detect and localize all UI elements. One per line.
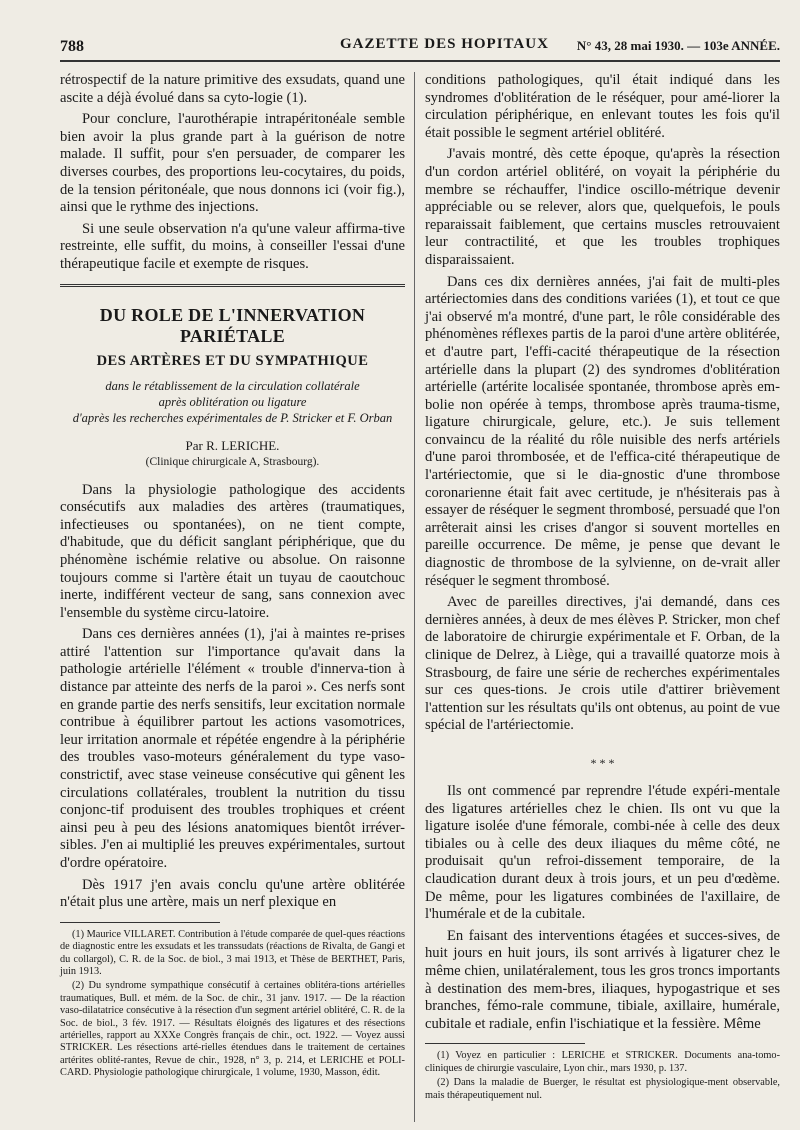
footnote-rule (425, 1043, 585, 1044)
article-subtitle-line: d'après les recherches expérimentales de P. Stricker et F. Orban (72, 410, 393, 425)
paragraph: rétrospectif de la nature primitive des exsudats, quand une ascite a déjà évolué dans sa cyto-logie (1). (60, 72, 405, 106)
author-affiliation: (Clinique chirurgicale A, Strasbourg). (145, 455, 320, 468)
article-subtitle-line: dans le rétablissement de la circulation collatérale (105, 378, 360, 393)
paragraph: Dans la physiologie pathologique des accidents consécutifs aux maladies des artères (traumatiques, infectieuses ou spontanées), on ne tient compte, d'habitude, que du déficit sanglant périphérique, que du phénomène ischémie relative ou absolue. On raisonne toujours comme si l'artère était un tuyau de caoutchouc inerte, indifférent vecteur de sang, sans connexion avec l'ensemble du système circu-latoire. (60, 481, 405, 621)
article-title: DU ROLE DE L'INNERVATION PARIÉTALE (99, 304, 366, 346)
issue-info: N° 43, 28 mai 1930. — 103e ANNÉE. (576, 38, 780, 53)
page-number: 788 (60, 38, 84, 55)
paragraph: Pour conclure, l'aurothérapie intrapéritonéale semble bien avoir la plus grande part à la guérison de notre malade. Il suffit, pour s'en persuader, de comparer les diverses courbes, des proportions leu-cocytaires, du poids, de la tension péritonéale, que nous donnons ici (voir fig.), ainsi que le rythme des injections. (60, 111, 405, 216)
paragraph: Dans ces dix dernières années, j'ai fait de multi-ples artériectomies dans des conditions variées (1), et tout ce que j'ai observé m'a montré, d'une part, le rôle considérable des phénomènes réflexes partis de la paroi d'une artère oblitérée, et d'autre part, l'effi-cacité thérapeutique de la résection artérielle dans la plupart (2) des syndromes d'oblitération artérielle (artérite localisée spontanée, thrombose après em-bolie non opérée à temps, thrombose après trauma-tisme, ligature chirurgicale, gelure, etc.). Je suis tellement convaincu de la réalité du rôle nuisible des nerfs artériels d'une paroi thrombosée, et de l'effica-cité thérapeutique de l'artériectomie, que si le dia-gnostic d'une thrombose coronarienne était fait avec certitude, je n'hésiterais pas à essayer de réséquer le segment thrombosé, persuadé que l'on arrêterait ainsi les crises d'angor si souvent mortelles en pareille occurrence. De même, je pense que devant le diagnostic de thrombose de la sylvienne, on de-vrait aller réséquer le segment thrombosé. (425, 273, 780, 589)
column-divider (414, 72, 415, 1122)
paragraph: Ils ont commencé par reprendre l'étude expéri-mentale des ligatures artérielles chez le chien. Ils ont vu que la ligature isolée d'une fémorale, combi-née à celle des deux tibiales ou à celle des deux iliaques du même côté, ne produisait qu'un refroi-dissement temporaire, de la claudication durant deux à trois jours, et un peu d'œdème. De même, pour les ligatures combinées de l'axillaire, de l'humérale et de la cubitale. (425, 782, 780, 923)
footnote: (2) Dans la maladie de Buerger, le résultat est physiologique-ment observable, mais thérapeutiquement nul. (425, 1077, 780, 1101)
paragraph: Avec de pareilles directives, j'ai demandé, dans ces dernières années, à deux de mes élèves P. Stricker, mon chef de laboratoire de chirurgie expérimentale et F. Orban, de la clinique de Delrez, à Liège, qui a travaillé quatorze mois à Strasbourg, de faire une série de recherches expérimentales sur ces ques-tions. Je crois utile d'attirer brièvement l'attention sur les résultats qu'ils ont obtenus, au point de vue spécial de l'artériectomie. (425, 594, 780, 734)
article-subtitle-line: après oblitération ou ligature (158, 394, 307, 409)
footnote: (2) Du syndrome sympathique consécutif à certaines oblitéra-tions artérielles traumatiques, Bull. et mém. de la Soc. de chir., 31 janv. 1917. — De la réaction vaso-dilatatrice consécutive à la résection d'un segment artériel oblitéré, C. R. de la Soc. de biol., 3 fév. 1917. — Résultats éloignés des ligatures et des résections artérielles, rapport au XXXe Congrès français de chir., oct. 1922. — Voyez aussi STRICKER. Les résections arté-rielles étendues dans le traitement de certaines artérites oblité-rantes, Revue de chir., 1928, n° 3, p. 214, et LERICHE et POLI-CARD. Physiologie pathologique chirurgicale, 1 volume, 1930, Masson, édit. (60, 980, 405, 1079)
right-column (425, 72, 780, 1104)
paragraph: Dans ces dernières années (1), j'ai à maintes re-prises attiré l'attention sur l'importance qu'avait dans la pathologie artérielle l'élément « trouble d'innerva-tion à distance par atteinte des nerfs de la paroi ». Ces nerfs sont en grande partie des nerfs sensitifs, leur excitation normale contribue à équilibrer partout les actions vasomotrices, leur irritation anormale et répétée engendre à la périphérie des troubles vaso-moteurs généralement du type vaso-constrictif, avec stase veineuse consécutive qui gênent les circulations collatérales, troublent la nutrition du tissu conjonc-tif produisent des troubles trophiques et créent ainsi peu à peu des lésions anatomiques bientôt irréver-sibles. J'en ai multiplié les preuves expérimentales, surtout d'ordre opératoire. (60, 626, 405, 871)
journal-title: GAZETTE DES HOPITAUX (340, 36, 549, 52)
paragraph: En faisant des interventions étagées et succes-sives, de huit jours en huit jours, ils sont arrivés à ligaturer chez le même chien, unilatéralement, tous les gros troncs importants à destination des mem-bres, iliaques, hypogastrique et ses branches, fémo-rale commune, tibiale, axillaire, humérale, cubitale et radiale, enfin l'ischiatique et la fessière. Même (425, 927, 780, 1032)
section-separator: * * * (590, 755, 615, 770)
paragraph: Si une seule observation n'a qu'une valeur affirma-tive restreinte, elle suffit, du moins, à conseiller l'essai d'une thérapeutique facile et exempte de risques. (60, 220, 405, 272)
paragraph: conditions pathologiques, qu'il était indiqué dans les syndromes d'oblitération de le réséquer, pour amé-liorer la circulation périphérique, en enlevant toutes les fois qu'il était possible le segment artériel oblitéré. (425, 72, 780, 141)
article-title-continued: DES ARTÈRES ET DU SYMPATHIQUE (96, 352, 369, 369)
article-author: Par R. LERICHE. (185, 437, 280, 453)
footnote-rule (60, 922, 220, 923)
paragraph: J'avais montré, dès cette époque, qu'après la résection d'un cordon artériel oblitéré, on voyait la périphérie du membre se réchauffer, l'indice oscillo-métrique devenir appréciable ou se relever, alors que, quelquefois, le pouls reparaissait faiblement, que certains muscles retrouvaient leur contractilité, et que les troubles trophiques disparaissaient. (425, 146, 780, 268)
footnotes (425, 1050, 780, 1102)
section-rule (60, 284, 405, 287)
footnote: (1) Voyez en particulier : LERICHE et STRICKER. Documents ana-tomo-cliniques de chirurgie vasculaire, Lyon chir., mars 1930, p. 137. (425, 1050, 780, 1074)
footnotes (60, 929, 405, 1080)
left-column (60, 72, 405, 1082)
page-header (60, 34, 780, 62)
footnote: (1) Maurice VILLARET. Contribution à l'étude comparée de quel-ques réactions de diagnostic entre les exsudats et les transsudats (réactions de Rivalta, de Gangi et du collargol), C. R. de la Soc. de biol., 3 mai 1913, et Thèse de BERTHET, Paris, juin 1913. (60, 928, 405, 977)
paragraph: Dès 1917 j'en avais conclu qu'une artère oblitérée n'était plus une artère, mais un nerf plexique en (60, 876, 405, 911)
